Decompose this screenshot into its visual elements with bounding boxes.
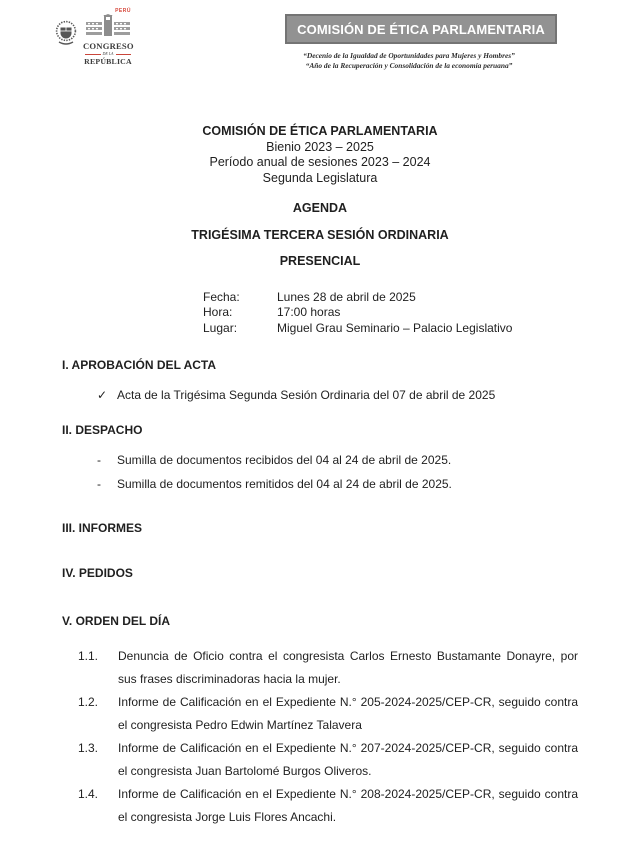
lugar-value: Miguel Grau Seminario – Palacio Legislativo — [277, 320, 513, 335]
section-heading-pedidos: IV. PEDIDOS — [62, 566, 133, 580]
section-heading-despacho: II. DESPACHO — [62, 423, 143, 437]
session-details — [203, 290, 578, 337]
list-item — [97, 477, 578, 493]
agenda-item-1-1 — [78, 645, 578, 691]
item-text: Informe de Calificación en el Expediente N.° 205-2024-2025/CEP-CR, seguido contra el congresista Pedro Edwin Martínez Talavera — [118, 695, 578, 732]
section-heading-informes: III. INFORMES — [62, 520, 143, 535]
detail-row-fecha — [203, 290, 578, 306]
item-text: Informe de Calificación en el Expediente N.° 208-2024-2025/CEP-CR, seguido contra el congresista Jorge Luis Flores Ancachi. — [118, 787, 578, 824]
congreso-label: CONGRESO — [83, 41, 134, 51]
check-icon: ✓ — [97, 387, 108, 402]
fecha-label: Fecha: — [203, 289, 240, 304]
list-item-text: Sumilla de documentos remitidos del 04 al 24 de abril de 2025. — [117, 477, 452, 491]
dash-bullet: - — [97, 452, 101, 467]
peru-label: PERÚ — [115, 8, 131, 14]
modality-heading: PRESENCIAL — [279, 254, 361, 268]
agenda-item-1-4 — [78, 783, 578, 829]
item-number: 1.3. — [78, 741, 99, 755]
list-item-text: Sumilla de documentos recibidos del 04 al 24 de abril de 2025. — [117, 452, 452, 467]
legislatura-line: Segunda Legislatura — [262, 170, 378, 185]
periodo-line: Período anual de sesiones 2023 – 2024 — [209, 155, 431, 169]
congress-building-icon — [83, 14, 133, 41]
congress-logo — [55, 8, 135, 76]
item-text: Informe de Calificación en el Expediente N.° 207-2024-2025/CEP-CR, seguido contra el congresista Juan Bartolomé Burgos Oliveros. — [118, 741, 578, 778]
lugar-label: Lugar: — [203, 320, 238, 335]
dash-bullet: - — [97, 477, 101, 491]
committee-title: COMISIÓN DE ÉTICA PARLAMENTARIA — [202, 124, 438, 138]
item-number: 1.4. — [78, 787, 99, 801]
peru-coat-of-arms-icon — [55, 20, 77, 53]
detail-row-hora — [203, 305, 578, 321]
motto-line-2: “Año de la Recuperación y Consolidación de la economía peruana” — [305, 61, 513, 70]
document-header — [0, 0, 640, 80]
item-text: Denuncia de Oficio contra el congresista Carlos Ernesto Bustamante Donayre, por sus frases discriminadoras hacia la mujer. — [118, 649, 578, 686]
agenda-item-1-2 — [78, 691, 578, 737]
republica-label: REPÚBLICA — [84, 57, 132, 66]
motto-line-1: “Decenio de la Igualdad de Oportunidades para Mujeres y Hombres” — [303, 51, 515, 60]
hora-label: Hora: — [203, 305, 233, 319]
section-heading-aprobacion-acta: I. APROBACIÓN DEL ACTA — [62, 358, 217, 372]
official-mottos — [258, 51, 560, 71]
list-item — [97, 453, 578, 469]
committee-banner-title: COMISIÓN DE ÉTICA PARLAMENTARIA — [297, 21, 545, 37]
list-item-text: Acta de la Trigésima Segunda Sesión Ordinaria del 07 de abril de 2025 — [117, 387, 496, 402]
agenda-item-1-3 — [78, 737, 578, 783]
agenda-heading: AGENDA — [292, 201, 348, 215]
bienio-line: Bienio 2023 – 2025 — [266, 139, 374, 154]
title-block — [62, 124, 578, 186]
list-item — [97, 388, 578, 404]
congress-wordmark — [83, 8, 133, 66]
dela-label: DE LA — [102, 51, 114, 56]
item-number: 1.1. — [78, 649, 99, 663]
orden-del-dia-list — [62, 645, 578, 829]
section-heading-orden-del-dia: V. ORDEN DEL DÍA — [62, 613, 171, 628]
item-number: 1.2. — [78, 695, 99, 709]
fecha-value: Lunes 28 de abril de 2025 — [277, 289, 416, 304]
committee-banner — [285, 14, 557, 44]
document-body — [0, 124, 640, 829]
session-heading: TRIGÉSIMA TERCERA SESIÓN ORDINARIA — [191, 227, 449, 242]
hora-value: 17:00 horas — [277, 305, 341, 319]
detail-row-lugar — [203, 321, 578, 337]
dela-divider — [85, 52, 131, 56]
